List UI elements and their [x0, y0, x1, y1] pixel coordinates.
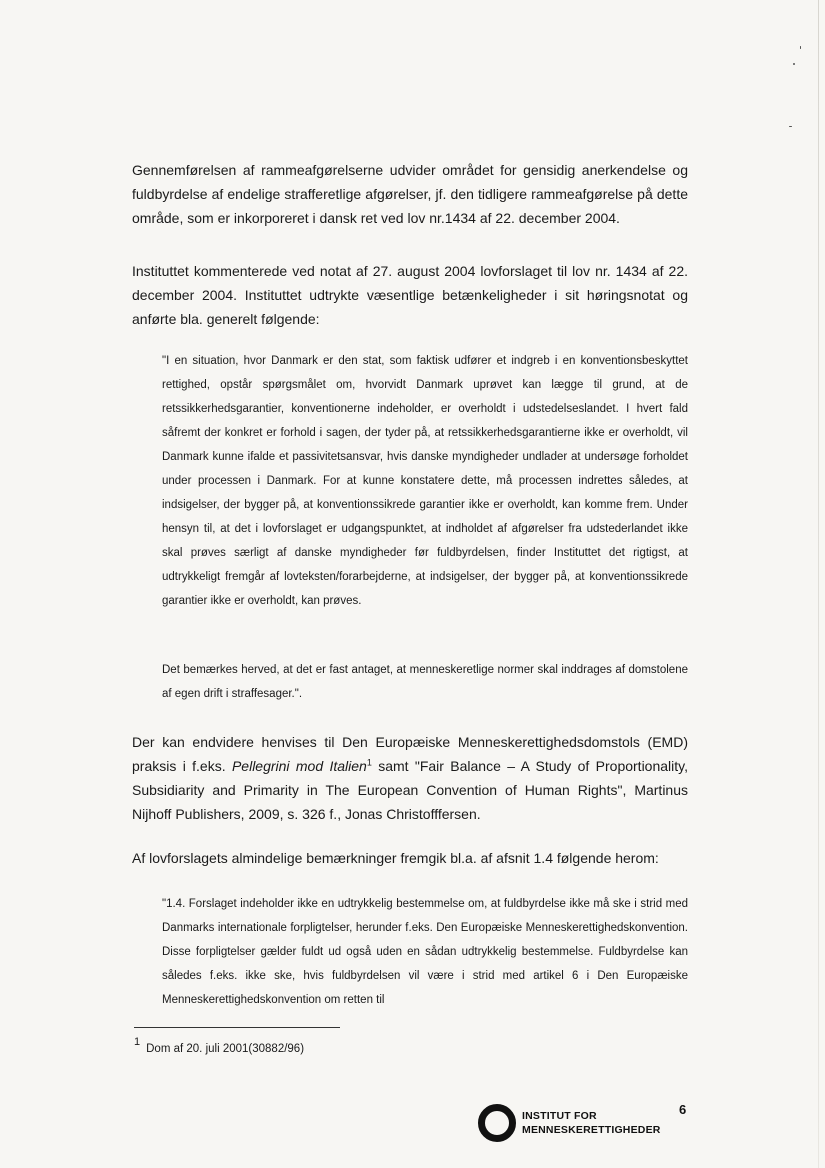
paragraph-intro: Gennemførelsen af rammeafgørelserne udvider området for gensidig anerkendelse og fuldbyrdelse af endelige strafferetlige afgørelser, jf. den tidligere rammeafgørelse på dette område, som er inkorporeret i dansk ret ved lov nr.1434 af 22. december 2004.: [132, 162, 688, 226]
quote-hearing-note-end: Det bemærkes herved, at det er fast antaget, at menneskeretlige normer skal inddrages af domstolene af egen drift i straffesager.".: [162, 664, 688, 700]
paragraph-institute-comment: Instituttet kommenterede ved notat af 27. august 2004 lovforslaget til lov nr. 1434 af 22. december 2004. Instituttet udtrykte væsentlige betænkeligheder i sit høringsnotat og anførte bla. generelt følgende:: [132, 263, 688, 327]
scan-edge: [818, 0, 819, 1168]
paragraph-bill-remarks: Af lovforslagets almindelige bemærkninger fremgik bl.a. af afsnit 1.4 følgende herom:: [132, 850, 659, 866]
footnote-divider: [134, 1027, 340, 1028]
logo-line-2: MENNESKERETTIGHEDER: [522, 1124, 661, 1136]
emd-reference-lead: Der kan endvidere henvises til Den Europæiske Menneskerettighedsdomstols (EMD) praksis i f.eks.: [132, 734, 688, 774]
emd-reference-rest: samt "Fair Balance – A Study of Proportionality, Subsidiarity and Primarity in The European Convention of Human Rights", Martinus Nijhoff Publishers, 2009, s. 326 f., Jonas Christofffersen.: [132, 758, 688, 822]
paragraph-emd-reference: [132, 730, 688, 826]
logo-wordmark: [522, 1109, 661, 1137]
scan-speck: [789, 126, 792, 127]
quote-hearing-note: "I en situation, hvor Danmark er den stat, som faktisk udfører et indgreb i en konventionsbeskyttet rettighed, opstår spørgsmålet om, hvorvidt Danmark uprøvet kan lægge til grund, at de retssikkerhedsgarantier, konventionerne indeholder, er overholdt i udstedelseslandet. I hvert fald såfremt der konkret er forhold i sagen, der tyder på, at retssikkerhedsgarantierne ikke er overholdt, vil Danmark kunne ifalde et passivitetsansvar, hvis danske myndigheder undlader at undersøge forholdet under processen i Danmark. For at kunne konstatere dette, må processen indrettes således, at indsigelser, der bygger på, at konventionssikrede garantier ikke er overholdt, kan komme frem. Under hensyn til, at det i lovforslaget er udgangspunktet, at indholdet af afgørelser fra udstederlandet ikke skal prøves særligt af danske myndigheder før fuldbyrdelsen, finder Instituttet det rigtigst, at udtrykkeligt fremgår af lovteksten/forarbejderne, at indsigelser, der bygger på, at konventionssikrede garantier ikke er overholdt, kan prøves.: [162, 355, 688, 607]
footnote: [134, 1036, 304, 1057]
page-number: 6: [679, 1102, 687, 1117]
scan-speck: [800, 46, 801, 49]
footnote-text: Dom af 20. juli 2001(30882/96): [146, 1042, 305, 1055]
logo-line-1: INSTITUT FOR: [522, 1110, 597, 1122]
case-title: Pellegrini mod Italien: [231, 758, 367, 774]
footnote-reference: 1: [366, 757, 372, 768]
institute-logo: [478, 1104, 661, 1142]
footnote-marker: 1: [134, 1036, 141, 1048]
scan-speck: [793, 63, 795, 65]
quote-section-1-4: "1.4. Forslaget indeholder ikke en udtrykkelig bestemmelse om, at fuldbyrdelse ikke må ske i strid med Danmarks internationale forpligtelser, herunder f.eks. Den Europæiske Menneskerettighedskonvention. Disse forpligtelser gælder fuldt ud også uden en sådan udtrykkelig bestemmelse. Fuldbyrdelse kan således f.eks. ikke ske, hvis fuldbyrdelsen vil være i strid med artikel 6 i Den Europæiske Menneskerettighedskonvention om retten til: [162, 898, 688, 1006]
ring-logo-icon: [478, 1104, 516, 1142]
